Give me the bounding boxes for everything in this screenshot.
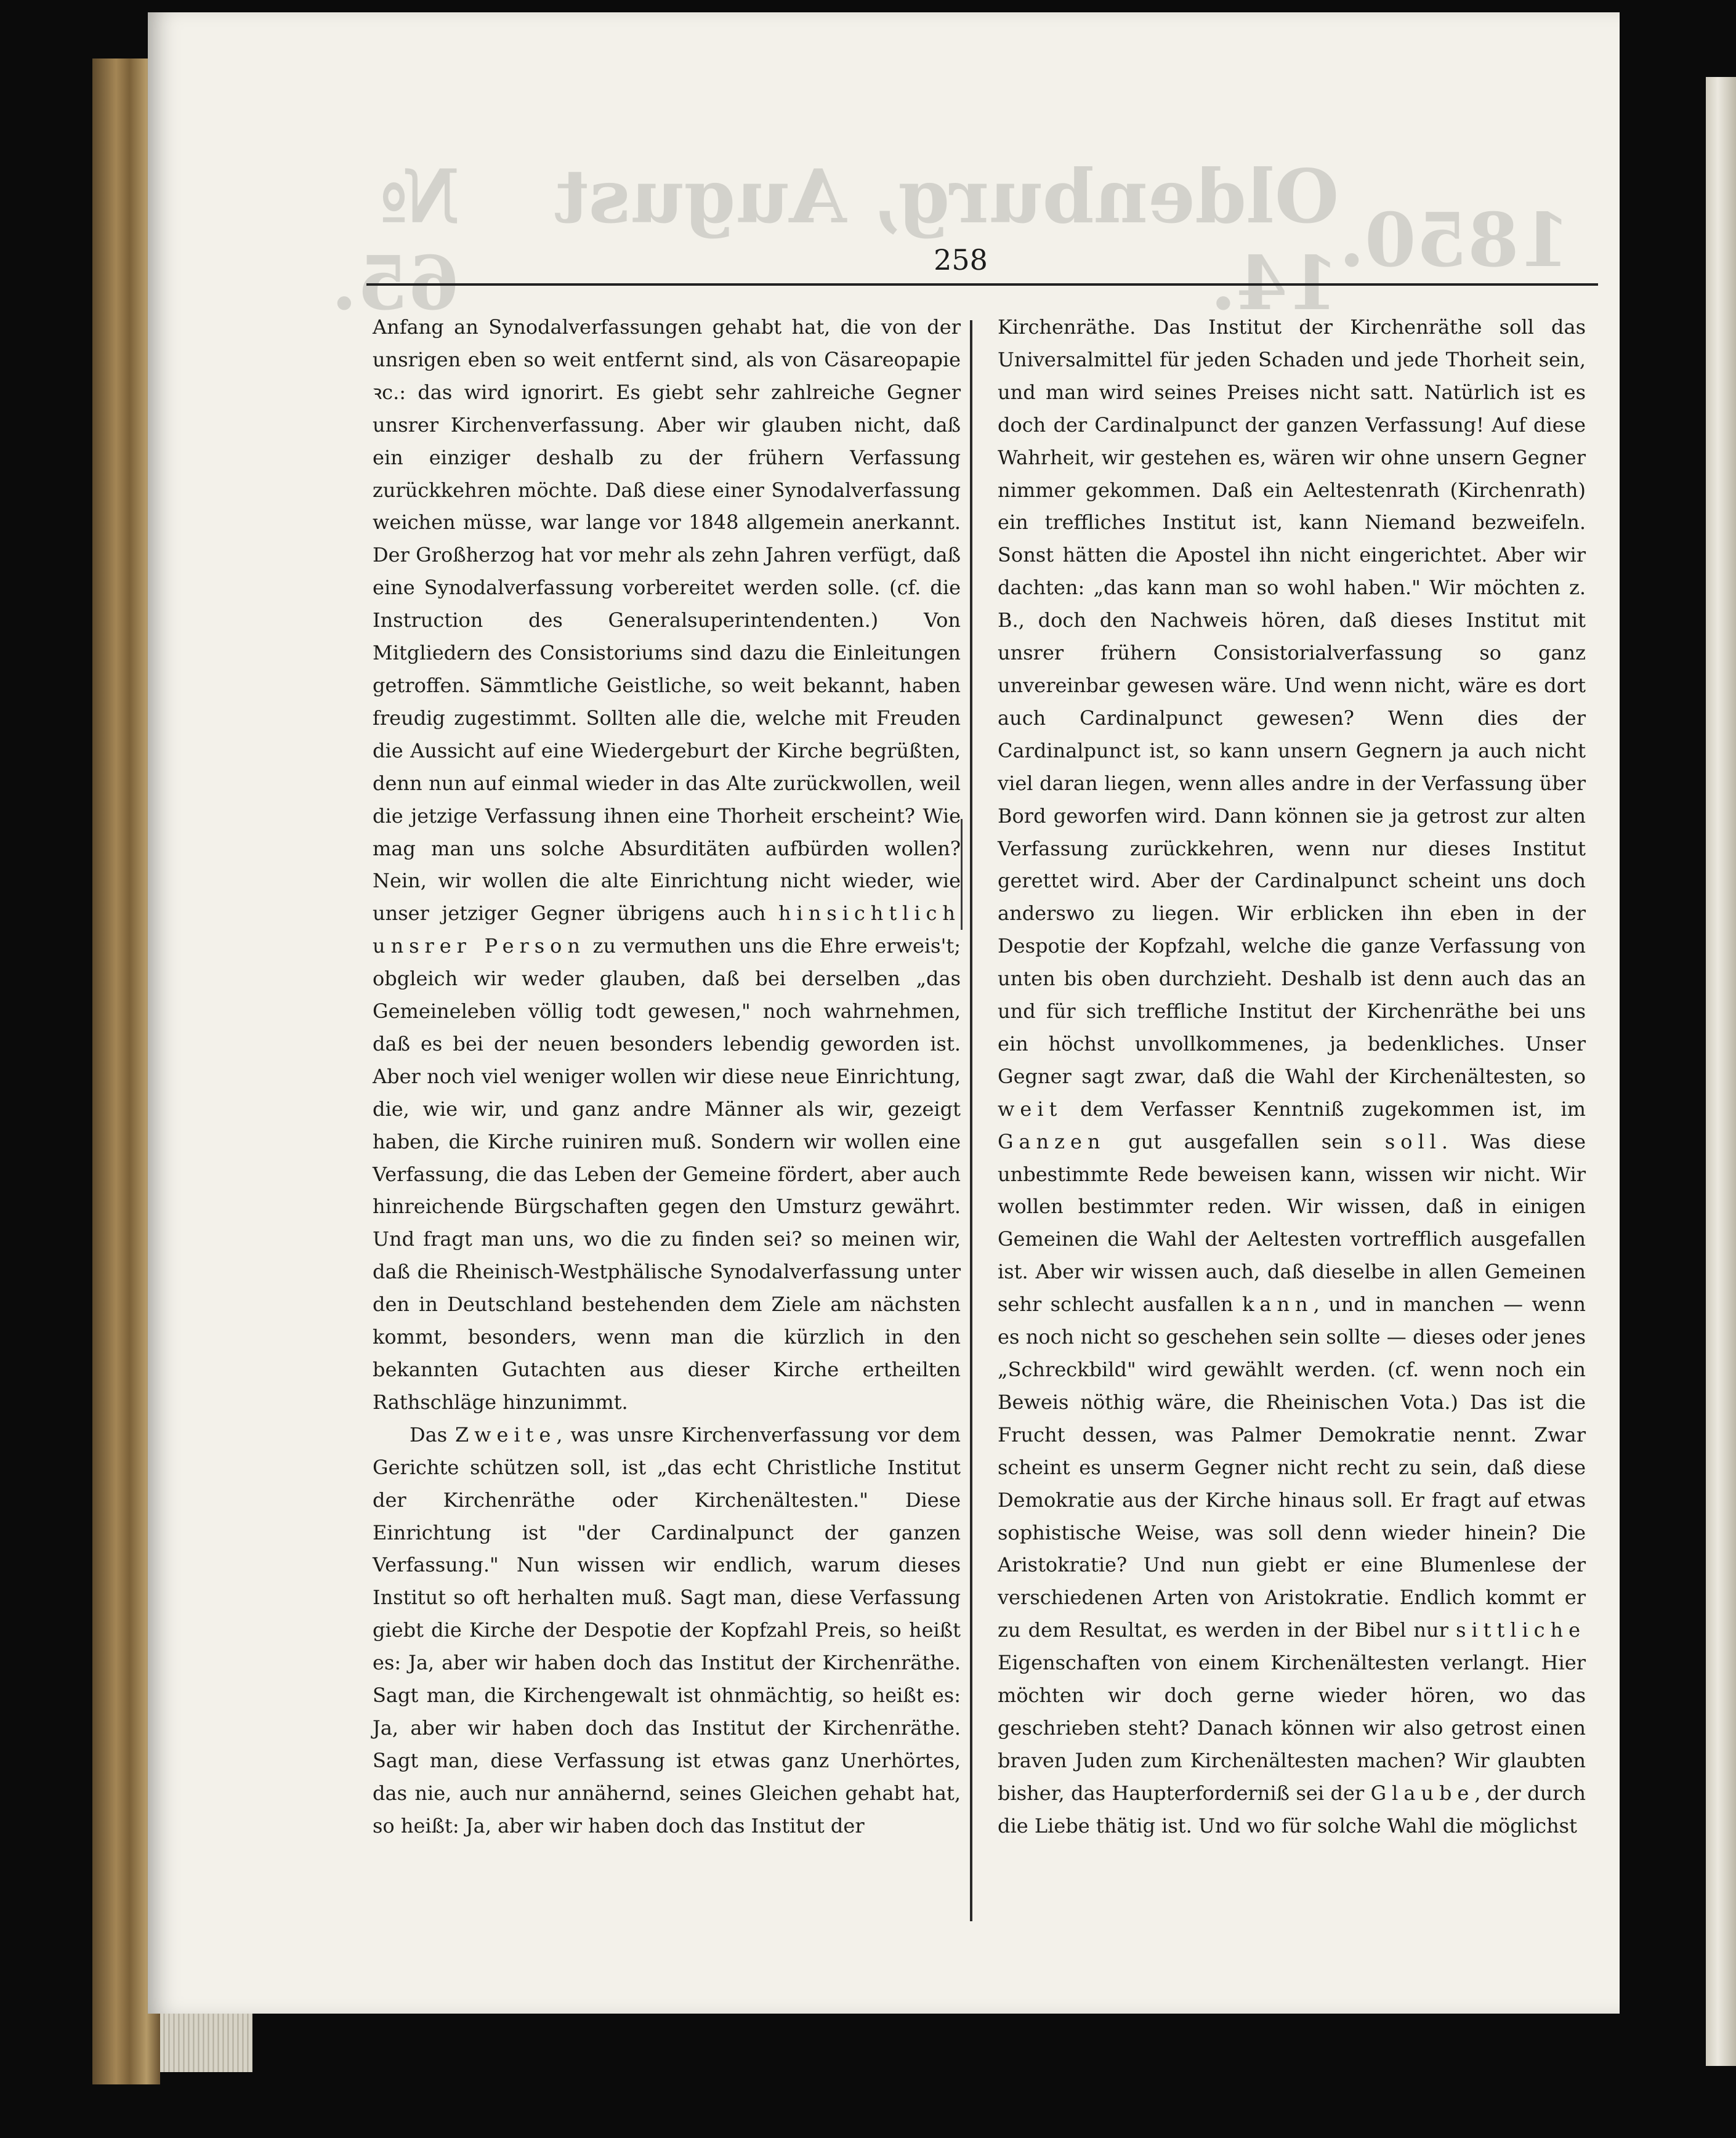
left-text-4: , was unsre Kirchenverfassung vor dem Gerichte schützen soll, ist „das echt Christliche Institut der Kirchenräthe oder Kirchenältesten." Diese Einrichtung ist "der Cardinalpunct der ganzen Verfassung." Nun wissen wir endlich, warum dieses Institut so oft herhalten muß. Sagt man, diese Verfassung giebt die Kirche der Despotie der Kopfzahl Preis, so heißt es: Ja, aber wir haben doch das Institut der Kirchenräthe. Sagt man, die Kirchengewalt ist ohnmächtig, so heißt es: Ja, aber wir haben doch das Institut der Kirchenräthe. Sagt man, diese Verfassung ist etwas ganz Unerhörtes, das nie, auch nur annähernd, seines Gleichen gehabt hat, so heißt: Ja, aber wir haben doch das Institut der	[373, 1422, 961, 1837]
right-spaced-5: sittliche	[1456, 1618, 1586, 1642]
left-text-3: Das	[410, 1422, 448, 1446]
right-text-6: Eigenschaften von einem Kirchenältesten verlangt. Hier möchten wir doch gerne wieder hören, wo das geschrieben steht? Danach können wir also getrost einen braven Juden zum Kirchenältesten machen? Wir glaubten bisher, das Haupterforderniß sei der	[998, 1651, 1586, 1805]
right-text-4: . Was diese unbestimmte Rede beweisen kann, wissen wir nicht. Wir wollen bestimmter reden. Wir wissen, daß in einigen Gemeinen die Wahl der Aeltesten vortrefflich ausgefallen ist. Aber wir wissen auch, daß dieselbe in allen Gemeinen sehr schlecht ausfallen	[998, 1129, 1586, 1317]
left-paragraph-2	[373, 1419, 961, 1842]
right-text-3: gut ausgefallen sein	[1128, 1129, 1363, 1153]
right-spaced-1: weit	[998, 1097, 1063, 1121]
right-text-5: , und in manchen — wenn es noch nicht so geschehen sein sollte — dieses oder jenes „Schreckbild" wird gewählt werden. (cf. wenn noch ein Beweis nöthig wäre, die Rheinischen Vota.) Das ist die Frucht dessen, was Palmer Demokratie nennt. Zwar scheint es unserm Gegner nicht recht zu sein, daß diese Demokratie aus der Kirche hinaus soll. Er fragt auf etwas sophistische Weise, was soll denn wieder hinein? Die Aristokratie? Und nun giebt er eine Blumenlese der verschiedenen Arten von Aristokratie. Endlich kommt er zu dem Resultat, es werden in der Bibel nur	[998, 1293, 1586, 1642]
right-paragraph	[998, 311, 1586, 1842]
column-divider	[970, 320, 972, 1921]
right-text-7: , der durch die Liebe thätig ist. Und wo für solche Wahl die möglichst	[998, 1781, 1586, 1837]
left-text-2: zu vermuthen uns die Ehre erweis't; obgleich wir weder glauben, daß bei derselben „das Gemeineleben völlig todt gewesen," noch wahrnehmen, daß es bei der neuen besonders lebendig geworden ist. Aber noch viel weniger wollen wir diese neue Einrichtung, die, wie wir, und ganz andre Männer als wir, gezeigt haben, die Kirche ruiniren muß. Sondern wir wollen eine Verfassung, die das Leben der Gemeine fördert, aber auch hinreichende Bürgschaften gegen den Umsturz gewährt. Und fragt man uns, wo die zu finden sei? so meinen wir, daß die Rheinisch-Westphälische Synodalverfassung unter den in Deutschland bestehenden dem Ziele am nächsten kommt, besonders, wenn man die kürzlich in den bekannten Gutachten aus dieser Kirche ertheilten Rathschläge hinzunimmt.	[373, 934, 961, 1414]
right-spaced-2: Ganzen	[998, 1129, 1106, 1153]
right-spaced-4: kann	[1242, 1293, 1314, 1317]
right-column	[998, 311, 1586, 1842]
page-number: 258	[934, 243, 988, 276]
left-paragraph-1	[373, 311, 961, 1419]
left-spaced-2: Zweite	[454, 1422, 557, 1446]
left-column	[373, 311, 961, 1842]
left-text-1: Anfang an Synodalverfassungen gehabt hat, die von der unsrigen eben so weit entfernt sind, als von Cäsareopapie ꝛc.: das wird ignorirt. Es giebt sehr zahlreiche Gegner unsrer Kirchenverfassung. Aber wir glauben nicht, daß ein einziger deshalb zu der frühern Verfassung zurückkehren möchte. Daß diese einer Synodalverfassung weichen müsse, war lange vor 1848 allgemein anerkannt. Der Großherzog hat vor mehr als zehn Jahren verfügt, daß eine Synodalverfassung vorbereitet werden solle. (cf. die Instruction des Generalsuperintendenten.) Von Mitgliedern des Consistoriums sind dazu die Einleitungen getroffen. Sämmtliche Geistliche, so weit bekannt, haben freudig zugestimmt. Sollten alle die, welche mit Freuden die Aussicht auf eine Wiedergeburt der Kirche begrüßten, denn nun auf einmal wieder in das Alte zurückwollen, weil die jetzige Verfassung ihnen eine Thorheit erscheint? Wie mag man uns solche Absurditäten aufbürden wollen? Nein, wir wollen die alte Einrichtung nicht wieder, wie unser jetziger Gegner übrigens auch	[373, 315, 961, 926]
column-divider-mark	[961, 819, 963, 930]
right-text-2: dem Verfasser Kenntniß zugekommen ist, im	[1080, 1097, 1586, 1121]
right-text-1: Kirchenräthe. Das Institut der Kirchenräthe soll das Universalmittel für jeden Schaden und jede Thorheit sein, und man wird seines Preises nicht satt. Natürlich ist es doch der Cardinalpunct der ganzen Verfassung! Auf diese Wahrheit, wir gestehen es, wären wir ohne unsern Gegner nimmer gekommen. Daß ein Aeltestenrath (Kirchenrath) ein treffliches Institut ist, kann Niemand bezweifeln. Sonst hätten die Apostel ihn nicht eingerichtet. Aber wir dachten: „das kann man so wohl haben." Wir möchten z. B., doch den Nachweis hören, daß dieses Institut mit unsrer frühern Consistorialverfassung so ganz unvereinbar gewesen wäre. Und wenn nicht, wäre es dort auch Cardinalpunct gewesen? Wenn dies der Cardinalpunct ist, so kann unsern Gegnern ja auch nicht viel daran liegen, wenn alles andre in der Verfassung über Bord geworfen wird. Dann können sie ja getrost zur alten Verfassung zurückkehren, wenn nur dieses Institut gerettet wird. Aber der Cardinalpunct scheint uns doch anderswo zu liegen. Wir erblicken ihn eben in der Despotie der Kopfzahl, welche die ganze Verfassung von unten bis oben durchzieht. Deshalb ist denn auch das an und für sich treffliche Institut der Kirchenräthe bei uns ein höchst unvollkommenes, ja bedenkliches. Unser Gegner sagt zwar, daß die Wahl der Kirchenältesten, so	[998, 315, 1586, 1088]
right-spaced-3: soll	[1384, 1129, 1442, 1153]
next-page-edge	[1706, 77, 1736, 2066]
left-spaced-1: hinsichtlich unsrer Person	[373, 902, 961, 958]
header-rule	[366, 283, 1598, 286]
right-spaced-6: Glaube	[1370, 1781, 1475, 1805]
